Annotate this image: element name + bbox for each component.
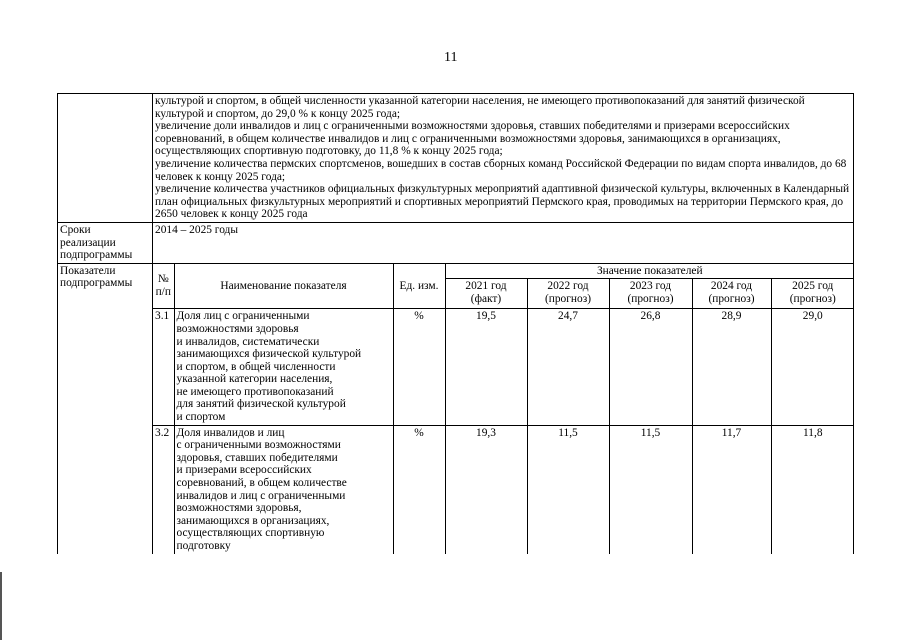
- indicators-table: [153, 264, 854, 554]
- scan-edge: [0, 572, 2, 640]
- col-values-header: Значение показателей: [445, 264, 854, 279]
- row-value: 29,0: [771, 309, 854, 425]
- row-value: 11,5: [527, 425, 609, 553]
- row-value: 11,8: [771, 425, 854, 553]
- col-unit-header: Ед. изм.: [393, 264, 445, 309]
- indicators-cell: [153, 263, 854, 553]
- row-value: 19,5: [445, 309, 527, 425]
- timeline-row: [58, 222, 854, 263]
- timeline-value: 2014 – 2025 годы: [153, 222, 854, 263]
- col-num-header: № п/п: [153, 264, 174, 309]
- year-header: 2022 год (прогноз): [527, 279, 609, 309]
- table-row: [153, 425, 854, 553]
- indicators-row: [58, 263, 854, 553]
- year-header: 2024 год (прогноз): [692, 279, 771, 309]
- timeline-label: Сроки реализации подпрограммы: [58, 222, 153, 263]
- row-value: 11,7: [692, 425, 771, 553]
- page-number: 11: [444, 50, 458, 65]
- goals-cell: [153, 94, 854, 223]
- row-value: 28,9: [692, 309, 771, 425]
- row-name: Доля инвалидов и лиц с ограниченными возможностями здоровья, ставших победителями и призерами всероссийских соревнований, в общем количестве инвалидов и лиц с ограниченными возможностями здоровья, занимающихся в организациях, осуществляющих спортивную подготовку: [174, 425, 393, 553]
- goal-paragraph: увеличение количества участников официальных физкультурных мероприятий адаптивной физической культуры, включенных в Календарный план официальных физкультурных мероприятий и спортивных мероприятий Пермского края, проводимых на территории Пермского края, до 2650 человек к концу 2025 года: [155, 183, 850, 221]
- row-unit: %: [393, 425, 445, 553]
- table-row: [153, 309, 854, 425]
- row-value: 24,7: [527, 309, 609, 425]
- goals-row: [58, 94, 854, 223]
- year-header: 2025 год (прогноз): [771, 279, 854, 309]
- row-num: 3.1: [153, 309, 174, 425]
- row-unit: %: [393, 309, 445, 425]
- year-header: 2021 год (факт): [445, 279, 527, 309]
- year-header: 2023 год (прогноз): [609, 279, 692, 309]
- goal-paragraph: увеличение количества пермских спортсменов, вошедших в состав сборных команд Российской Федерации по видам спорта инвалидов, до 68 человек к концу 2025 года;: [155, 157, 847, 183]
- row-value: 26,8: [609, 309, 692, 425]
- col-name-header: Наименование показателя: [174, 264, 393, 309]
- goal-paragraph: увеличение доли инвалидов и лиц с ограниченными возможностями здоровья, ставших победителями и призерами всероссийских соревнований, в общем количестве инвалидов и лиц с ограниченными возможностями здоровья, занимающихся в организациях, осуществляющих спортивную подготовку, до 11,8 % к концу 2025 года;: [155, 120, 790, 158]
- row-value: 19,3: [445, 425, 527, 553]
- row-name: Доля лиц с ограниченными возможностями здоровья и инвалидов, систематически занимающихся физической культурой и спортом, в общей численности указанной категории населения, не имеющего противопоказаний для занятий физической культурой и спортом: [174, 309, 393, 425]
- goals-label-cell: [58, 94, 153, 223]
- goal-paragraph: культурой и спортом, в общей численности указанной категории населения, не имеющего противопоказаний для занятий физической культурой и спортом, до 29,0 % к концу 2025 года;: [155, 95, 805, 120]
- passport-table: [57, 93, 854, 554]
- indicators-label: Показатели подпрограммы: [58, 263, 153, 553]
- row-num: 3.2: [153, 425, 174, 553]
- row-value: 11,5: [609, 425, 692, 553]
